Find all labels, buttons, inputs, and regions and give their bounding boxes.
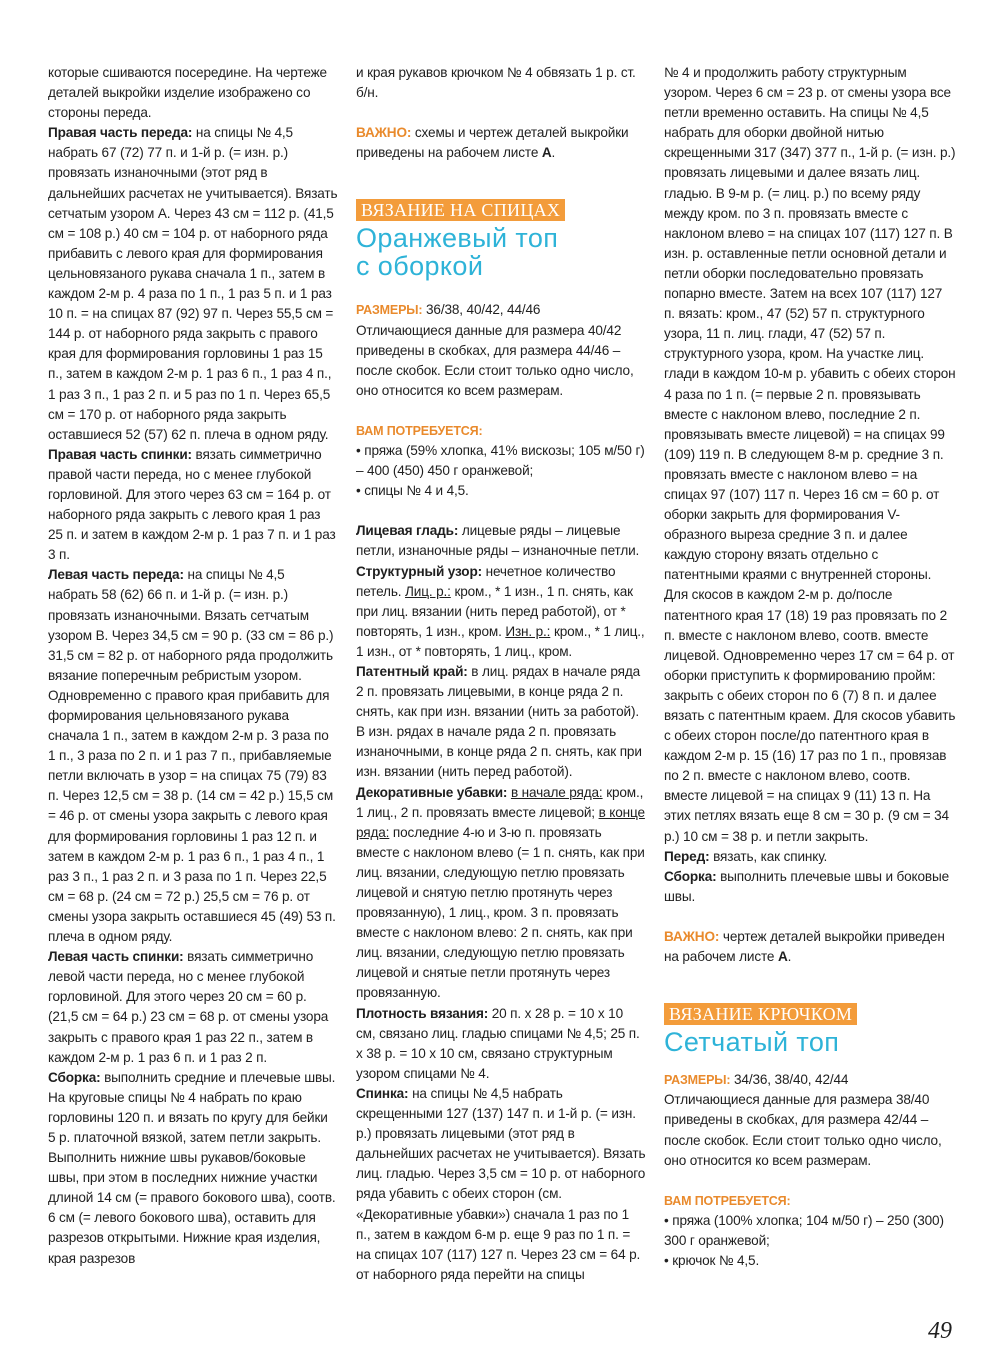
label-left-front: Левая часть переда:: [48, 567, 184, 583]
spacer: [664, 1056, 956, 1070]
label-row-start: в начале ряда:: [510, 784, 603, 800]
section-tag: [356, 199, 646, 222]
text-stockinette: лицевые ряды – лицевые петли, изнаночные ряды – изнаночные петли.: [356, 523, 640, 559]
spacer: [664, 967, 956, 1003]
text-assembly: выполнить плечевые швы и боковые швы.: [664, 868, 950, 904]
materials-label: ВАМ ПОТРЕБУЕТСЯ:: [664, 1193, 791, 1208]
title-line-1: Оранжевый топ: [356, 223, 559, 254]
stockinette: [356, 521, 646, 561]
label-left-back: Левая часть спинки:: [48, 949, 184, 965]
sizes-label: РАЗМЕРЫ:: [356, 303, 423, 318]
title-mesh-top: Сетчатый топ: [664, 1027, 840, 1058]
label-gauge: Плотность вязания:: [356, 1005, 489, 1021]
text-back: на спицы № 4,5 набрать скрещенными 127 (137) 147 п. и 1-й р. (= изн. р.) провязать лицевыми (этот ряд в дальнейших расчетах не учитывается). Вязать лиц. гладью. Через 3,5 см = 10 р. от наборного ряда убавить с обеих сторон (см. «Декоративные убавки») сначала 1 раз по 1 п., затем в каждом 6-м р. еще 9 раз по 1 п. = на спицах 107 (117) 127 п. Через 23 см = 64 р. от наборного ряда перейти на спицы: [356, 1085, 646, 1282]
paragraph-assembly: [48, 1068, 338, 1269]
paragraph-intro: которые сшиваются посередине. На чертеже деталей выкройки изделие изображено со стороны переда.: [48, 65, 327, 121]
spacer: [356, 501, 646, 521]
materials-hook: • крючок № 4,5.: [664, 1252, 760, 1268]
section-tag-crochet: ВЯЗАНИЕ КРЮЧКОМ: [664, 1003, 857, 1025]
text-decreases-2: последние 4-ю и 3-ю п. провязать вместе с наклоном влево (= 1 п. снять, как при лиц. вязании, следующую петлю провязать лицевой и снятую петлю протянуть через провязанную), 1 лиц., кром. 3 п. провязать вместе с наклоном влево: 2 п. снять, как при лиц. вязании, следующую петлю провязать лицевой и снятые петли протянуть через провязанную.: [356, 824, 645, 1001]
column-1: [48, 63, 338, 1269]
text-structure-1: нечетное количество петель.: [356, 563, 616, 599]
label-stockinette: Лицевая гладь:: [356, 523, 459, 539]
spacer: [356, 103, 646, 123]
back-piece: [356, 1084, 646, 1285]
label-structure: Структурный узор:: [356, 563, 482, 579]
label-assembly: Сборка:: [664, 868, 717, 884]
paragraph-continuation: № 4 и продолжить работу структурным узором. Через 6 см = 23 р. от смены узора все петли временно оставить. На спицы № 4,5 набрать для оборки двойной нитью скрещенными 317 (347) 377 п., 1-й р. (= изн. р.) провязать лицевыми и далее вязать лиц. гладью. В 9-м р. (= лиц. р.) по всему ряду между кром. по 3 п. провязать вместе с наклоном влево = на спицах 107 (117) 127 п. В изн. р. оставленные петли основной детали и петли оборки последовательно провязать попарно вместе. Затем на всех 107 (117) 127 п. вязать: кром., 47 (52) 57 п. структурного узора, 11 п. лиц. глади, 47 (52) 57 п. структурного узора, кром. На участке лиц. глади в каждом 10-м р. убавить с обеих сторон 4 раза по 1 п. (= первые 2 п. провязывать вместе с наклоном влево, последние 2 п. провязывать вместе лицевой) = на спицах 99 (109) 119 п. В следующем 8-м р. средние 3 п. провязать вместе с наклоном влево = на спицах 97 (107) 117 п. Через 16 см = 60 р. от оборки закрыть для формирования V-образного выреза средние 3 п. и далее каждую сторону вязать отдельно с патентными краями с внутренней стороны. Для скосов в каждом 2-м р. до/после патентного края 17 (18) 19 раз провязать по 2 п. вместе с наклоном влево, соотв. вместе лицевой. Одновременно через 17 см = 64 р. от оборки приступить к формированию пройм: закрыть с обеих сторон по 6 (7) 8 п. и далее вязать с патентным краем. Для скосов убавить с обеих сторон после/до патентного края в каждом 2-м р. 15 (16) 17 раз по 1 п., провязав по 2 п. вместе с наклоном влево, соотв. вместе лицевой = на спицах 9 (11) 13 п. На этих петлях вязать еще 8 см = 30 р. (9 см = 34 р.) 10 см = 38 р. и петли закрыть.: [664, 65, 956, 844]
sizes-note: Отличающиеся данные для размера 40/42 приведены в скобках, для размера 44/46 – после скобок. Если стоит только одно число, оно относится ко всем размерам.: [356, 322, 634, 398]
spacer: [356, 280, 646, 300]
paragraph-left-back: [48, 947, 338, 1068]
selvage: [356, 662, 646, 783]
materials-yarn: • пряжа (100% хлопка; 104 м/50 г) – 250 (300) 300 г оранжевой;: [664, 1212, 944, 1248]
text-gauge: 20 п. x 28 р. = 10 x 10 см, связано лиц. гладью спицами № 4,5; 25 п. x 38 р. = 10 x 10 см, связано структурным узором спицами № 4.: [356, 1005, 640, 1081]
sizes: [664, 1070, 956, 1090]
section-tag-knitting: ВЯЗАНИЕ НА СПИЦАХ: [356, 199, 565, 221]
important-sheet: А: [541, 145, 552, 161]
label-right-front: Правая часть переда:: [48, 125, 193, 141]
text-front: вязать, как спинку.: [709, 848, 828, 864]
important-label: ВАЖНО:: [356, 125, 412, 141]
text-right-front: на спицы № 4,5 набрать 67 (72) 77 п. и 1-й р. (= изн. р.) провязать изнаночными (этот ряд в дальнейших расчетах не учитывается). Вязать сетчатым узором А. Через 43 см = 112 р. (41,5 см = 108 р.) 40 см = 104 р. от наборного ряда прибавить с левого края для формирования цельновязаного рукава сначала 1 п., затем в каждом 2-м р. 4 раза по 1 п., 1 раз 5 п. и 1 раз 10 п. = на спицах 87 (92) 97 п. Через 55,5 см = 144 р. от наборного ряда закрыть с правого края для формирования горловины 1 раз 15 п., затем в каждом 2-м р. 1 раз 6 п., 1 раз 4 п., 1 раз 3 п., 1 раз 2 п. и 5 раз по 1 п. Через 65,5 см = 170 р. от наборного ряда закрыть оставшиеся 52 (57) 62 п. плеча в одном ряду.: [48, 125, 338, 442]
label-right-back: Правая часть спинки:: [48, 446, 192, 462]
important-sheet: А: [777, 949, 788, 965]
title-line-2: с оборкой: [356, 251, 484, 282]
paragraph-right-back: [48, 445, 338, 566]
structure-pattern: [356, 562, 646, 662]
section-tag: [664, 1003, 956, 1026]
spacer: [664, 1171, 956, 1191]
label-decreases: Декоративные убавки:: [356, 784, 508, 800]
text-right-back: вязать симметрично правой части переда, но с менее глубокой горловиной. Для этого через 63 см = 164 р. от наборного ряда закрыть с левого края 1 раз 25 п. и затем в каждом 2-м р. 1 раз 7 п. и 1 раз 3 п.: [48, 446, 336, 563]
title-orange-top: [356, 224, 646, 280]
spacer: [664, 907, 956, 927]
important-note: ВАЖНО: схемы и чертеж деталей выкройки приведены на рабочем листе А.: [356, 125, 629, 161]
important-text: чертеж деталей выкройки приведен на рабочем листе: [664, 928, 945, 965]
text-left-front: на спицы № 4,5 набрать 58 (62) 66 п. и 1-й р. (= изн. р.) провязать изнаночными. Вязать сетчатым узором В. Через 34,5 см = 90 р. (33 см = 86 р.) 31,5 см = 82 р. от наборного ряда продолжить вязание поперечным ребристым узором. Одновременно с правого края прибавить для формирования цельновязаного рукава сначала 1 п., затем в каждом 2-м р. 3 раза по 1 п., 3 раза по 2 п. и 1 раз 7 п., прибавляемые петли включать в узор = на спицах 75 (79) 83 п. Через 12,5 см = 38 р. (14 см = 42 р.) 15,5 см = 46 р. от смены узора закрыть с левого края для формирования горловины 1 раз 12 п. и затем в каждом 2-м р. 1 раз 6 п., 1 раз 4 п., 1 раз 3 п., 1 раз 2 п. и 3 раза по 1 п. Через 22,5 см = 68 р. (24 см = 72 р.) 25,5 см = 76 р. от смены узора закрыть оставшиеся 45 (49) 53 п. плеча в одном ряду.: [48, 567, 336, 945]
sizes-text: 34/36, 38/40, 42/44: [730, 1072, 849, 1088]
label-face-row: Лиц. р.:: [405, 583, 451, 599]
column-3: [664, 63, 956, 1271]
spacer: [356, 401, 646, 421]
label-back-row: Изн. р.:: [505, 623, 551, 639]
paragraph-right-front: [48, 123, 338, 445]
important-note: ВАЖНО: чертеж деталей выкройки приведен на рабочем листе А.: [664, 928, 945, 965]
label-assembly: Сборка:: [48, 1069, 101, 1085]
materials-yarn: • пряжа (59% хлопка, 41% вискозы; 105 м/50 г) – 400 (450) 450 г оранжевой;: [356, 443, 645, 479]
important-text: схемы и чертеж деталей выкройки приведены на рабочем листе: [356, 125, 629, 161]
decreases: [356, 783, 646, 1004]
sizes-text: 36/38, 40/42, 44/46: [422, 302, 541, 318]
materials-label: ВАМ ПОТРЕБУЕТСЯ:: [356, 423, 483, 438]
sizes-note: Отличающиеся данные для размера 38/40 приведены в скобках, для размера 42/44 – после скобок. Если стоит только одно число, оно относится ко всем размерам.: [664, 1092, 942, 1168]
label-selvage: Патентный край:: [356, 663, 468, 679]
page-number: 49: [928, 1318, 952, 1344]
text-structure-3: кром., * 1 лиц., 1 изн., от * повторять, 1 лиц., кром.: [356, 623, 645, 659]
label-row-end: в конце ряда:: [356, 804, 645, 840]
important-label: ВАЖНО:: [664, 928, 720, 944]
label-front: Перед:: [664, 848, 710, 864]
spacer: [356, 163, 646, 199]
sizes-label: РАЗМЕРЫ:: [664, 1073, 731, 1088]
text-assembly: выполнить средние и плечевые швы. На круговые спицы № 4 набрать по краю горловины 120 п. и вязать по кругу для бейки 5 р. платочной вязкой, затем петли закрыть. Выполнить нижние швы рукавов/боковые швы, при этом в последних нижние участки длиной 14 см (= правого бокового шва), соотв. 6 см (= левого бокового шва), оставить для разрезов открытыми. Нижние края изделия, края разрезов: [48, 1069, 336, 1266]
paragraph-left-front: [48, 565, 338, 947]
text-decreases-1: кром., 1 лиц., 2 п. провязать вместе лицевой;: [356, 784, 644, 820]
label-back: Спинка:: [356, 1085, 409, 1101]
paragraph-continuation: и края рукавов крючком № 4 обвязать 1 р. ст. б/н.: [356, 65, 636, 101]
gauge: [356, 1004, 646, 1084]
sizes: [356, 300, 646, 320]
column-2: [356, 63, 646, 1285]
text-selvage: в лиц. рядах в начале ряда 2 п. провязать лицевыми, в конце ряда 2 п. снять, как при изн. вязании (нить за работой). В изн. рядах в начале ряда 2 п. провязать изнаночными, в конце ряда 2 п. снять, как при изн. вязании (нить перед работой).: [356, 663, 642, 780]
assembly: [664, 867, 956, 907]
text-structure-2: кром., * 1 изн., 1 п. снять, как при лиц. вязании (нить перед работой), от * повторять, 1 изн., кром.: [356, 583, 633, 639]
materials-needles: • спицы № 4 и 4,5.: [356, 483, 469, 499]
text-left-back: вязать симметрично левой части переда, но с менее глубокой горловиной. Для этого через 20 см = 60 р. (21,5 см = 64 р.) 23 см = 68 р. от смены узора закрыть с правого края 1 раз 22 п., затем в каждом 2-м р. 1 раз 6 п. и 1 раз 2 п.: [48, 949, 329, 1065]
front-piece: [664, 847, 956, 867]
